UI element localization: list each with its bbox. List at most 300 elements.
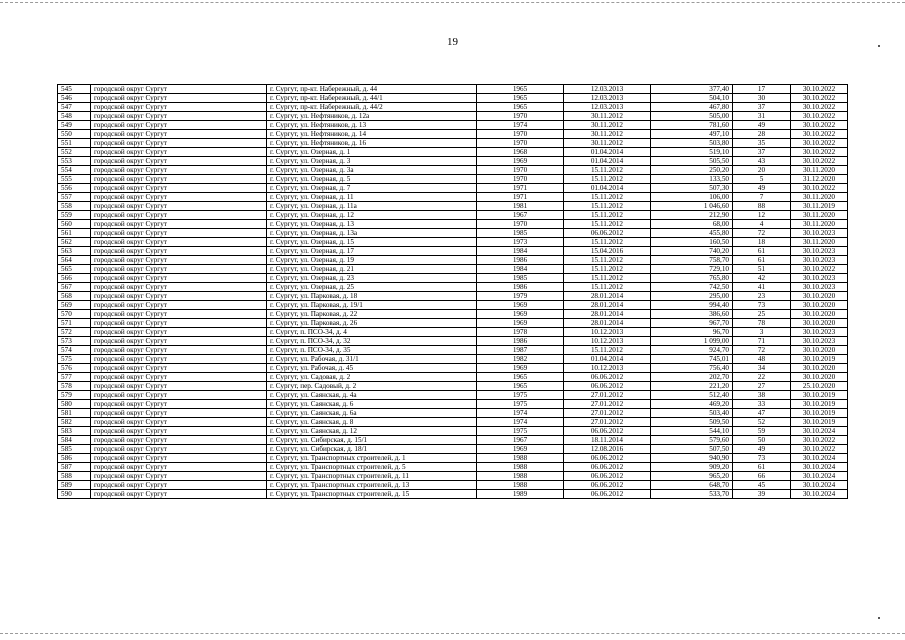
inclusion-date-cell: 15.11.2012 (564, 220, 651, 229)
build-year-cell: 1984 (477, 247, 564, 256)
table-row (58, 418, 848, 427)
build-year-cell: 1975 (477, 391, 564, 400)
municipality-cell: городской округ Сургут (91, 211, 267, 220)
inclusion-date-cell: 12.03.2013 (564, 103, 651, 112)
residents-cell: 37 (733, 103, 791, 112)
inclusion-date-cell: 06.06.2012 (564, 463, 651, 472)
address-cell: г. Сургут, ул. Транспортных строителей, д. 15 (267, 490, 477, 499)
build-year-cell: 1965 (477, 103, 564, 112)
municipality-cell: городской округ Сургут (91, 112, 267, 121)
table-row (58, 436, 848, 445)
inclusion-date-cell: 10.12.2013 (564, 337, 651, 346)
row-number-cell: 560 (58, 220, 91, 229)
inclusion-date-cell: 28.01.2014 (564, 292, 651, 301)
build-year-cell: 1967 (477, 436, 564, 445)
row-number-cell: 583 (58, 427, 91, 436)
row-number-cell: 586 (58, 454, 91, 463)
table-row (58, 400, 848, 409)
deadline-cell: 30.10.2022 (791, 436, 848, 445)
row-number-cell: 590 (58, 490, 91, 499)
residents-cell: 27 (733, 382, 791, 391)
residents-cell: 3 (733, 328, 791, 337)
table-row (58, 409, 848, 418)
row-number-cell: 562 (58, 238, 91, 247)
build-year-cell: 1987 (477, 346, 564, 355)
deadline-cell: 30.10.2023 (791, 247, 848, 256)
build-year-cell: 1988 (477, 481, 564, 490)
residents-cell: 43 (733, 157, 791, 166)
residents-cell: 4 (733, 220, 791, 229)
row-number-cell: 580 (58, 400, 91, 409)
deadline-cell: 30.10.2024 (791, 481, 848, 490)
address-cell: г. Сургут, ул. Саянская, д. 6 (267, 400, 477, 409)
inclusion-date-cell: 15.11.2012 (564, 238, 651, 247)
residents-cell: 20 (733, 166, 791, 175)
residents-cell: 88 (733, 202, 791, 211)
address-cell: г. Сургут, ул. Озерная, д. 11а (267, 202, 477, 211)
inclusion-date-cell: 06.06.2012 (564, 373, 651, 382)
area-cell: 202,70 (651, 373, 733, 382)
deadline-cell: 30.10.2024 (791, 472, 848, 481)
build-year-cell: 1969 (477, 157, 564, 166)
municipality-cell: городской округ Сургут (91, 490, 267, 499)
address-cell: г. Сургут, пр-кт. Набережный, д. 44/2 (267, 103, 477, 112)
area-cell: 507,50 (651, 445, 733, 454)
deadline-cell: 30.10.2022 (791, 184, 848, 193)
inclusion-date-cell: 27.01.2012 (564, 400, 651, 409)
residents-cell: 12 (733, 211, 791, 220)
municipality-cell: городской округ Сургут (91, 346, 267, 355)
inclusion-date-cell: 06.06.2012 (564, 490, 651, 499)
table-row (58, 112, 848, 121)
residents-cell: 66 (733, 472, 791, 481)
inclusion-date-cell: 10.12.2013 (564, 328, 651, 337)
deadline-cell: 30.11.2020 (791, 211, 848, 220)
municipality-cell: городской округ Сургут (91, 418, 267, 427)
area-cell: 967,70 (651, 319, 733, 328)
address-cell: г. Сургут, ул. Озерная, д. 1 (267, 148, 477, 157)
deadline-cell: 30.10.2020 (791, 364, 848, 373)
row-number-cell: 568 (58, 292, 91, 301)
inclusion-date-cell: 06.06.2012 (564, 454, 651, 463)
inclusion-date-cell: 27.01.2012 (564, 418, 651, 427)
table-row (58, 292, 848, 301)
area-cell: 648,70 (651, 481, 733, 490)
deadline-cell: 30.10.2020 (791, 346, 848, 355)
address-cell: г. Сургут, ул. Озерная, д. 11 (267, 193, 477, 202)
area-cell: 765,80 (651, 274, 733, 283)
inclusion-date-cell: 01.04.2014 (564, 148, 651, 157)
residents-cell: 72 (733, 229, 791, 238)
residents-cell: 49 (733, 121, 791, 130)
address-cell: г. Сургут, ул. Парковая, д. 18 (267, 292, 477, 301)
residents-cell: 30 (733, 94, 791, 103)
municipality-cell: городской округ Сургут (91, 319, 267, 328)
build-year-cell: 1970 (477, 130, 564, 139)
table-row (58, 283, 848, 292)
area-cell: 96,70 (651, 328, 733, 337)
row-number-cell: 545 (58, 85, 91, 94)
inclusion-date-cell: 15.11.2012 (564, 256, 651, 265)
area-cell: 386,60 (651, 310, 733, 319)
address-cell: г. Сургут, ул. Озерная, д. 3 (267, 157, 477, 166)
build-year-cell: 1974 (477, 418, 564, 427)
inclusion-date-cell: 18.11.2014 (564, 436, 651, 445)
row-number-cell: 554 (58, 166, 91, 175)
build-year-cell: 1988 (477, 463, 564, 472)
build-year-cell: 1968 (477, 148, 564, 157)
address-cell: г. Сургут, ул. Озерная, д. 21 (267, 265, 477, 274)
area-cell: 497,10 (651, 130, 733, 139)
build-year-cell: 1978 (477, 328, 564, 337)
row-number-cell: 565 (58, 265, 91, 274)
address-cell: г. Сургут, ул. Транспортных строителей, д. 11 (267, 472, 477, 481)
row-number-cell: 548 (58, 112, 91, 121)
deadline-cell: 30.10.2019 (791, 355, 848, 364)
build-year-cell: 1970 (477, 139, 564, 148)
address-cell: г. Сургут, ул. Озерная, д. 13а (267, 229, 477, 238)
municipality-cell: городской округ Сургут (91, 382, 267, 391)
row-number-cell: 569 (58, 301, 91, 310)
area-cell: 221,20 (651, 382, 733, 391)
inclusion-date-cell: 01.04.2014 (564, 184, 651, 193)
build-year-cell: 1985 (477, 229, 564, 238)
area-cell: 377,40 (651, 85, 733, 94)
residents-cell: 18 (733, 238, 791, 247)
deadline-cell: 30.10.2024 (791, 454, 848, 463)
table-row (58, 148, 848, 157)
residents-cell: 39 (733, 490, 791, 499)
deadline-cell: 30.10.2023 (791, 328, 848, 337)
area-cell: 250,20 (651, 166, 733, 175)
inclusion-date-cell: 06.06.2012 (564, 382, 651, 391)
deadline-cell: 30.10.2022 (791, 445, 848, 454)
build-year-cell: 1970 (477, 112, 564, 121)
address-cell: г. Сургут, ул. Саянская, д. 4а (267, 391, 477, 400)
deadline-cell: 30.10.2022 (791, 139, 848, 148)
table-row (58, 166, 848, 175)
table-row (58, 472, 848, 481)
table-row (58, 328, 848, 337)
residents-cell: 61 (733, 247, 791, 256)
municipality-cell: городской округ Сургут (91, 229, 267, 238)
address-cell: г. Сургут, ул. Парковая, д. 19/1 (267, 301, 477, 310)
address-cell: г. Сургут, ул. Озерная, д. 17 (267, 247, 477, 256)
row-number-cell: 564 (58, 256, 91, 265)
row-number-cell: 587 (58, 463, 91, 472)
deadline-cell: 30.10.2020 (791, 310, 848, 319)
residents-cell: 72 (733, 346, 791, 355)
area-cell: 68,00 (651, 220, 733, 229)
residents-cell: 49 (733, 184, 791, 193)
table-row (58, 202, 848, 211)
municipality-cell: городской округ Сургут (91, 247, 267, 256)
table-row (58, 490, 848, 499)
address-cell: г. Сургут, ул. Озерная, д. 19 (267, 256, 477, 265)
row-number-cell: 570 (58, 310, 91, 319)
deadline-cell: 30.10.2024 (791, 490, 848, 499)
area-cell: 212,90 (651, 211, 733, 220)
area-cell: 160,50 (651, 238, 733, 247)
deadline-cell: 30.10.2019 (791, 400, 848, 409)
municipality-cell: городской округ Сургут (91, 148, 267, 157)
municipality-cell: городской округ Сургут (91, 94, 267, 103)
row-number-cell: 557 (58, 193, 91, 202)
area-cell: 1 046,60 (651, 202, 733, 211)
residents-cell: 37 (733, 148, 791, 157)
table-row (58, 238, 848, 247)
row-number-cell: 551 (58, 139, 91, 148)
deadline-cell: 30.10.2019 (791, 418, 848, 427)
municipality-cell: городской округ Сургут (91, 238, 267, 247)
table-row (58, 94, 848, 103)
table-row (58, 121, 848, 130)
table-row (58, 247, 848, 256)
area-cell: 729,10 (651, 265, 733, 274)
residents-cell: 34 (733, 364, 791, 373)
area-cell: 505,00 (651, 112, 733, 121)
inclusion-date-cell: 15.04.2016 (564, 247, 651, 256)
deadline-cell: 30.10.2024 (791, 427, 848, 436)
address-cell: г. Сургут, ул. Озерная, д. 3а (267, 166, 477, 175)
deadline-cell: 30.10.2019 (791, 391, 848, 400)
municipality-cell: городской округ Сургут (91, 400, 267, 409)
deadline-cell: 30.10.2020 (791, 373, 848, 382)
area-cell: 455,80 (651, 229, 733, 238)
deadline-cell: 30.11.2020 (791, 220, 848, 229)
area-cell: 756,40 (651, 364, 733, 373)
row-number-cell: 556 (58, 184, 91, 193)
address-cell: г. Сургут, п. ПСО-34, д. 32 (267, 337, 477, 346)
table-row (58, 301, 848, 310)
area-cell: 106,00 (651, 193, 733, 202)
inclusion-date-cell: 30.11.2012 (564, 130, 651, 139)
municipality-cell: городской округ Сургут (91, 202, 267, 211)
inclusion-date-cell: 28.01.2014 (564, 310, 651, 319)
housing-registry-table (57, 84, 848, 499)
inclusion-date-cell: 06.06.2012 (564, 481, 651, 490)
residents-cell: 45 (733, 481, 791, 490)
build-year-cell: 1986 (477, 283, 564, 292)
address-cell: г. Сургут, ул. Нефтяников, д. 14 (267, 130, 477, 139)
deadline-cell: 30.11.2020 (791, 238, 848, 247)
build-year-cell: 1974 (477, 121, 564, 130)
address-cell: г. Сургут, ул. Озерная, д. 23 (267, 274, 477, 283)
address-cell: г. Сургут, ул. Садовая, д. 2 (267, 373, 477, 382)
residents-cell: 71 (733, 337, 791, 346)
residents-cell: 73 (733, 301, 791, 310)
build-year-cell: 1965 (477, 94, 564, 103)
row-number-cell: 550 (58, 130, 91, 139)
residents-cell: 42 (733, 274, 791, 283)
row-number-cell: 552 (58, 148, 91, 157)
inclusion-date-cell: 15.11.2012 (564, 346, 651, 355)
row-number-cell: 559 (58, 211, 91, 220)
address-cell: г. Сургут, п. ПСО-34, д. 4 (267, 328, 477, 337)
inclusion-date-cell: 27.01.2012 (564, 409, 651, 418)
table-row (58, 427, 848, 436)
area-cell: 295,00 (651, 292, 733, 301)
residents-cell: 47 (733, 409, 791, 418)
area-cell: 544,10 (651, 427, 733, 436)
residents-cell: 22 (733, 373, 791, 382)
deadline-cell: 30.10.2022 (791, 148, 848, 157)
municipality-cell: городской округ Сургут (91, 427, 267, 436)
area-cell: 745,01 (651, 355, 733, 364)
area-cell: 505,50 (651, 157, 733, 166)
municipality-cell: городской округ Сургут (91, 445, 267, 454)
table-row (58, 310, 848, 319)
build-year-cell: 1988 (477, 454, 564, 463)
scan-top-edge (0, 2, 905, 3)
row-number-cell: 563 (58, 247, 91, 256)
address-cell: г. Сургут, ул. Парковая, д. 26 (267, 319, 477, 328)
table-row (58, 346, 848, 355)
municipality-cell: городской округ Сургут (91, 409, 267, 418)
municipality-cell: городской округ Сургут (91, 355, 267, 364)
municipality-cell: городской округ Сургут (91, 139, 267, 148)
area-cell: 994,40 (651, 301, 733, 310)
residents-cell: 78 (733, 319, 791, 328)
deadline-cell: 30.10.2023 (791, 337, 848, 346)
residents-cell: 5 (733, 175, 791, 184)
deadline-cell: 30.10.2022 (791, 157, 848, 166)
municipality-cell: городской округ Сургут (91, 481, 267, 490)
scan-speck (878, 45, 880, 47)
row-number-cell: 547 (58, 103, 91, 112)
address-cell: г. Сургут, п. ПСО-34, д. 35 (267, 346, 477, 355)
build-year-cell: 1982 (477, 355, 564, 364)
row-number-cell: 588 (58, 472, 91, 481)
table-row (58, 319, 848, 328)
row-number-cell: 578 (58, 382, 91, 391)
deadline-cell: 30.10.2022 (791, 112, 848, 121)
residents-cell: 61 (733, 463, 791, 472)
row-number-cell: 573 (58, 337, 91, 346)
area-cell: 512,40 (651, 391, 733, 400)
municipality-cell: городской округ Сургут (91, 220, 267, 229)
residents-cell: 38 (733, 391, 791, 400)
inclusion-date-cell: 06.06.2012 (564, 229, 651, 238)
address-cell: г. Сургут, ул. Саянская, д. 8 (267, 418, 477, 427)
row-number-cell: 577 (58, 373, 91, 382)
address-cell: г. Сургут, ул. Сибирская, д. 15/1 (267, 436, 477, 445)
inclusion-date-cell: 15.11.2012 (564, 175, 651, 184)
area-cell: 742,50 (651, 283, 733, 292)
municipality-cell: городской округ Сургут (91, 391, 267, 400)
table-row (58, 481, 848, 490)
inclusion-date-cell: 15.11.2012 (564, 211, 651, 220)
table-row (58, 337, 848, 346)
area-cell: 758,70 (651, 256, 733, 265)
address-cell: г. Сургут, ул. Озерная, д. 12 (267, 211, 477, 220)
build-year-cell: 1975 (477, 427, 564, 436)
build-year-cell: 1973 (477, 238, 564, 247)
row-number-cell: 571 (58, 319, 91, 328)
build-year-cell: 1986 (477, 256, 564, 265)
municipality-cell: городской округ Сургут (91, 310, 267, 319)
inclusion-date-cell: 15.11.2012 (564, 202, 651, 211)
residents-cell: 25 (733, 310, 791, 319)
area-cell: 781,60 (651, 121, 733, 130)
row-number-cell: 574 (58, 346, 91, 355)
deadline-cell: 30.10.2022 (791, 85, 848, 94)
area-cell: 503,40 (651, 409, 733, 418)
row-number-cell: 579 (58, 391, 91, 400)
deadline-cell: 30.10.2020 (791, 292, 848, 301)
address-cell: г. Сургут, ул. Нефтяников, д. 13 (267, 121, 477, 130)
inclusion-date-cell: 01.04.2014 (564, 355, 651, 364)
municipality-cell: городской округ Сургут (91, 103, 267, 112)
table-row (58, 382, 848, 391)
municipality-cell: городской округ Сургут (91, 283, 267, 292)
residents-cell: 61 (733, 256, 791, 265)
row-number-cell: 582 (58, 418, 91, 427)
table-row (58, 391, 848, 400)
municipality-cell: городской округ Сургут (91, 121, 267, 130)
address-cell: г. Сургут, ул. Нефтяников, д. 12а (267, 112, 477, 121)
deadline-cell: 30.10.2022 (791, 121, 848, 130)
inclusion-date-cell: 12.08.2016 (564, 445, 651, 454)
area-cell: 509,50 (651, 418, 733, 427)
row-number-cell: 561 (58, 229, 91, 238)
deadline-cell: 30.10.2022 (791, 103, 848, 112)
row-number-cell: 553 (58, 157, 91, 166)
inclusion-date-cell: 15.11.2012 (564, 274, 651, 283)
deadline-cell: 30.10.2023 (791, 229, 848, 238)
municipality-cell: городской округ Сургут (91, 130, 267, 139)
build-year-cell: 1989 (477, 490, 564, 499)
table-row (58, 130, 848, 139)
residents-cell: 49 (733, 445, 791, 454)
area-cell: 924,70 (651, 346, 733, 355)
municipality-cell: городской округ Сургут (91, 454, 267, 463)
area-cell: 533,70 (651, 490, 733, 499)
build-year-cell: 1969 (477, 301, 564, 310)
row-number-cell: 567 (58, 283, 91, 292)
residents-cell: 73 (733, 454, 791, 463)
build-year-cell: 1969 (477, 319, 564, 328)
address-cell: г. Сургут, ул. Озерная, д. 7 (267, 184, 477, 193)
area-cell: 469,20 (651, 400, 733, 409)
table-row (58, 274, 848, 283)
residents-cell: 48 (733, 355, 791, 364)
page-number: 19 (447, 36, 458, 48)
municipality-cell: городской округ Сургут (91, 373, 267, 382)
inclusion-date-cell: 10.12.2013 (564, 364, 651, 373)
row-number-cell: 576 (58, 364, 91, 373)
build-year-cell: 1970 (477, 175, 564, 184)
table-row (58, 229, 848, 238)
address-cell: г. Сургут, ул. Озерная, д. 15 (267, 238, 477, 247)
area-cell: 965,20 (651, 472, 733, 481)
table-row (58, 193, 848, 202)
residents-cell: 28 (733, 130, 791, 139)
deadline-cell: 31.12.2020 (791, 175, 848, 184)
build-year-cell: 1969 (477, 445, 564, 454)
table-row (58, 103, 848, 112)
inclusion-date-cell: 28.01.2014 (564, 301, 651, 310)
address-cell: г. Сургут, ул. Саянская, д. 12 (267, 427, 477, 436)
address-cell: г. Сургут, пр-кт. Набережный, д. 44 (267, 85, 477, 94)
municipality-cell: городской округ Сургут (91, 157, 267, 166)
address-cell: г. Сургут, ул. Транспортных строителей, д. 5 (267, 463, 477, 472)
area-cell: 133,50 (651, 175, 733, 184)
build-year-cell: 1986 (477, 337, 564, 346)
area-cell: 504,10 (651, 94, 733, 103)
inclusion-date-cell: 12.03.2013 (564, 85, 651, 94)
table-row (58, 463, 848, 472)
